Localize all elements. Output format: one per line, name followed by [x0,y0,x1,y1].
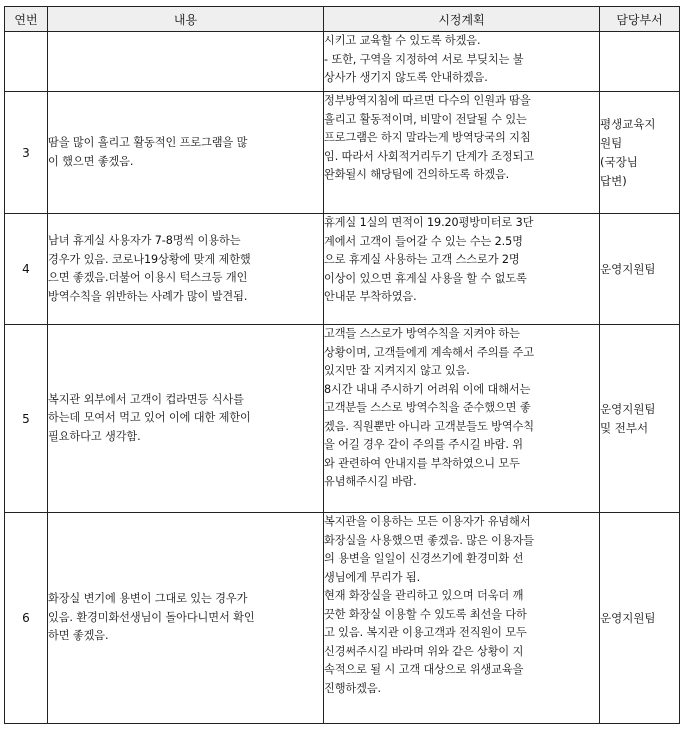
row-dept-line: 평생교육지 [600,116,656,131]
row-content-line: 남녀 휴게실 사용자가 7-8명씩 이용하는 [48,234,241,247]
row-plan-line: 있지만 잘 지켜지지 않고 있음. [324,364,470,377]
row-plan-line: 생님에게 무리가 됨. [324,570,421,584]
table-row [5,513,680,724]
row-plan-line: 안내문 부착하였음. [324,290,417,303]
row-content-line: 으면 좋겠음.더불어 이용시 턱스크등 개인 [48,271,248,284]
table-body [5,32,680,724]
row-content-line: 하는데 모여서 먹고 있어 이에 대한 제한이 [48,411,251,425]
row-plan [324,92,600,214]
row-content [48,325,324,513]
row-plan [324,325,600,513]
row-plan-line: 정부방역지침에 따르면 다수의 인원과 땀을 [324,94,531,107]
table-row [5,214,680,325]
table-row [5,32,680,92]
row-plan-line: 고 있음. 복지관 이용고객과 전직원이 모두 [324,626,527,639]
row-number: 3 [5,92,48,214]
row-plan-line: 흘리고 활동적이며, 비말이 전달될 수 있는 [324,112,527,126]
row-plan-line: 8시간 내내 주시하기 어려워 이에 대해서는 [324,382,531,396]
row-plan-line: - 또한, 구역을 지정하여 서로 부딪치는 불 [324,52,524,66]
row-plan-line: 휴게실 1실의 면적이 19.20평방미터로 3단 [324,216,534,229]
row-content-line: 땀을 많이 흘리고 활동적인 프로그램을 많 [48,136,248,149]
row-number: 6 [5,513,48,724]
row-plan-line: 계에서 고객이 들어갈 수 있는 수는 2.5명 [324,234,523,248]
row-plan-line: 상사가 생기지 않도록 안내하겠음. [324,71,488,84]
row-content-line: 화장실 변기에 용변이 그대로 있는 경우가 [48,592,248,606]
row-plan-line: 시키고 교육할 수 있도록 하겠음. [324,34,481,47]
row-number [5,32,48,92]
row-content-line: 있음. 환경미화선생님이 돌아다니면서 확인 [48,610,255,624]
row-content-line: 복지관 외부에서 고객이 컵라면등 식사를 [48,392,244,406]
row-content-line: 하면 좋겠음. [48,629,109,643]
row-plan-line: 프로그램은 하지 말라는게 방역당국의 지침 [324,131,531,144]
row-plan-line: 완화될시 해당팀에 건의하도록 하겠음. [324,168,510,181]
row-plan-line: 고객들 스스로가 방역수칙을 지켜야 하는 [324,327,520,340]
row-content [48,513,324,724]
row-content [48,214,324,325]
row-plan-line: 상황이며, 고객들에게 계속해서 주의를 주고 [324,345,535,359]
row-plan-line: 고객분들 스스로 방역수칙을 준수했으면 좋 [324,401,531,414]
table-row [5,92,680,214]
table-row [5,325,680,513]
row-dept [600,32,680,92]
row-plan [324,214,600,325]
row-number: 5 [5,325,48,513]
row-plan-line: 의 용변을 일일이 신경쓰기에 환경미화 선 [324,552,524,565]
row-content-line: 필요하다고 생각함. [48,429,141,443]
row-dept-line: 답변) [600,173,627,188]
row-dept-line: 운영지원팀 [600,610,656,625]
row-plan-line: 속적으로 될 시 고객 대상으로 위생교육을 [324,663,524,676]
row-plan-line: 현재 화장실을 관리하고 있으며 더욱더 깨 [324,589,524,602]
row-plan-line: 복지관을 이용하는 모든 이용자가 유념해서 [324,515,531,528]
row-plan-line: 화장실을 사용했으면 좋겠음. 많은 이용자들 [324,533,535,547]
row-dept [600,214,680,325]
row-plan-line: 신경써주시길 바라며 위와 같은 상황이 지 [324,644,524,658]
row-content [48,32,324,92]
row-content [48,92,324,214]
row-plan-line: 으로 휴게실 사용하는 고객 스스로가 2명 [324,253,520,266]
row-plan-line: 겠음. 직원뿐만 아니라 고객분들도 방역수칙 [324,419,535,433]
header-row [5,7,680,32]
row-dept-line: 운영지원팀 [600,401,656,416]
row-plan-line: 을 어길 경우 같이 주의를 주시길 바람. 위 [324,438,523,451]
header-dept: 담당부서 [600,7,680,32]
header-no: 연번 [5,7,48,32]
row-plan-line: 유념해주시길 바람. [324,475,417,488]
row-plan-line: 끗한 화장실 이용할 수 있도록 최선을 다하 [324,607,527,621]
row-dept-line: 운영지원팀 [600,261,656,276]
header-content: 내용 [48,7,324,32]
row-plan [324,513,600,724]
row-dept [600,92,680,214]
row-dept-line: 원팀 [600,135,623,150]
row-plan [324,32,600,92]
row-dept-line: (국장님 [600,154,638,169]
row-plan-line: 임. 따라서 사회적거리두기 단계가 조정되고 [324,149,535,163]
row-plan-line: 와 관련하여 안내지를 부착하였으니 모두 [324,456,520,470]
row-dept [600,513,680,724]
row-dept [600,325,680,513]
row-dept-line: 및 전부서 [600,420,649,435]
row-number: 4 [5,214,48,325]
row-content-line: 경우가 있음. 코로나19상황에 맞게 제한했 [48,252,251,266]
row-plan-line: 진행하겠음. [324,681,381,695]
row-content-line: 방역수칙을 위반하는 사례가 많이 발견됨. [48,289,248,303]
document-table [4,6,680,724]
header-plan: 시정계획 [324,7,600,32]
row-plan-line: 이상이 있으면 휴게실 사용을 할 수 없도록 [324,271,527,285]
row-content-line: 이 했으면 좋겠음. [48,154,134,168]
